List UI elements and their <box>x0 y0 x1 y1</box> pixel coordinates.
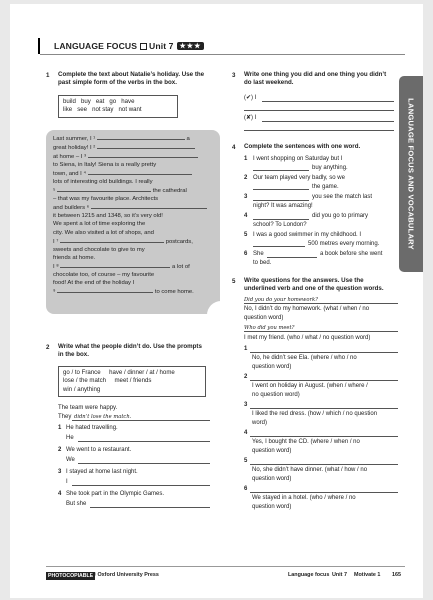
story-line: lots of interesting old buildings. I really <box>53 179 153 186</box>
ex4-answer-line[interactable] <box>253 200 309 201</box>
ex5-answer-line[interactable] <box>250 492 398 493</box>
story-line <box>53 134 223 143</box>
ex2-prompt-box <box>58 366 206 397</box>
ex5-item-answer: question word) <box>252 504 292 510</box>
ex4-number: 4 <box>232 144 236 151</box>
unit-square-icon <box>140 43 147 50</box>
ex4-item-text: I went shopping on Saturday but I <box>253 156 343 162</box>
story-line <box>53 262 223 271</box>
story-line: We spent a lot of time exploring the <box>53 221 146 228</box>
ex1-words-1: build buy eat go have <box>63 98 135 105</box>
story-line <box>53 169 223 178</box>
ex5-item-number: 1 <box>244 346 248 352</box>
ex1-word-box <box>58 95 178 118</box>
page-curl <box>207 301 221 315</box>
story-line <box>53 237 223 246</box>
photocopiable-badge: PHOTOCOPIABLE <box>48 573 94 579</box>
ex5-answer-line[interactable] <box>250 436 398 437</box>
footer-section: Language focus <box>288 572 330 578</box>
ex4-item-text: buy anything. <box>312 165 348 171</box>
story-line: sweets and chocolate to give to my <box>53 246 145 253</box>
ex4-item-text: the game. <box>312 184 339 190</box>
publisher-credit: © Oxford University Press <box>92 572 159 578</box>
story-line: to Siena, in Italy! Siena is a really pretty <box>53 162 157 169</box>
ex5-item-answer: word) <box>252 420 268 426</box>
page-header <box>10 34 423 60</box>
story-line <box>53 186 223 195</box>
blank-2[interactable] <box>97 143 195 149</box>
ex4-answer-line[interactable] <box>253 219 309 220</box>
ex5-instructions <box>244 277 384 294</box>
story-line: city. We also visited a lot of shops, and <box>53 229 154 236</box>
footer-rule <box>46 566 405 567</box>
story-segment: a lot of <box>172 263 190 270</box>
ex5-item-number: 4 <box>244 430 248 436</box>
story-line: friends at home. <box>53 254 96 261</box>
ex4-item-number: 1 <box>244 156 248 162</box>
ex4-item-number: 5 <box>244 232 248 238</box>
ex5-item-number: 5 <box>244 458 248 464</box>
ex2-item-text: He hated travelling. <box>66 425 118 431</box>
ex3-answer-line[interactable] <box>262 121 394 122</box>
story-segment: the cathedral <box>152 188 187 195</box>
ex5-item-answer: No, he didn’t see Ela. (where / who / no <box>252 355 357 361</box>
ex4-item-text: Our team played very badly, so we <box>253 175 345 181</box>
ex5-example-line <box>244 303 398 304</box>
ex4-answer-line[interactable] <box>253 170 309 171</box>
ex2-prompts-3: win / anything <box>63 385 101 393</box>
side-tab-label: LANGUAGE FOCUS AND VOCABULARY <box>406 98 416 250</box>
ex2-item-number: 3 <box>58 469 62 475</box>
ex4-item-text: a book before she went <box>320 251 383 257</box>
ex2-item-prefix: He <box>66 435 74 441</box>
ex4-item-number: 3 <box>244 194 248 200</box>
ex3-number: 3 <box>232 72 236 79</box>
ex2-instr-line1: Write what the people didn’t do. Use the prompts <box>58 343 202 350</box>
side-tab <box>399 76 423 272</box>
ex5-example-answer: No, I didn’t do my homework. (what / when / no <box>244 306 370 312</box>
ex4-answer-line[interactable] <box>253 246 305 247</box>
ex5-item-answer: question word) <box>252 364 292 370</box>
ex2-prompts-2: lose / the match meet / friends <box>63 377 152 385</box>
ex5-answer-line[interactable] <box>250 380 398 381</box>
story-line: food! At the end of the holiday I <box>53 279 135 286</box>
ex4-item-text: 500 metres every morning. <box>308 241 380 247</box>
ex3-cross-prefix: (✘) I <box>244 115 257 121</box>
ex5-item-number: 3 <box>244 402 248 408</box>
ex2-item-number: 2 <box>58 447 62 453</box>
ex3-instructions <box>244 71 386 88</box>
ex4-answer-line[interactable] <box>267 257 317 258</box>
ex5-answer-line[interactable] <box>250 464 398 465</box>
story-segment: postcards, <box>165 238 193 245</box>
ex2-item-text: I stayed at home last night. <box>66 469 138 475</box>
ex5-item-answer: I went on holiday in August. (when / where / <box>252 383 368 389</box>
ex5-item-answer: No, she didn’t have dinner. (what / how / no <box>252 467 368 473</box>
story-segment: and builders ⁶ <box>53 205 90 212</box>
ex4-item-text: to bed. <box>253 260 272 266</box>
ex3-instr-line1: Write one thing you did and one thing you didn’t <box>244 71 387 78</box>
ex5-item-number: 6 <box>244 486 248 492</box>
ex5-item-answer: Yes, I bought the CD. (where / when / no <box>252 439 360 445</box>
ex5-instr-line2: underlined verb and one of the question words. <box>244 285 384 293</box>
story-segment: to come home. <box>154 288 194 295</box>
ex5-item-answer: no question word) <box>252 392 300 398</box>
story-line <box>53 152 223 161</box>
footer-book: Motivate 1 <box>354 572 381 578</box>
ex1-instructions <box>58 71 204 88</box>
ex2-answer-line[interactable] <box>78 463 210 464</box>
header-rule <box>40 54 405 55</box>
ex2-item-prefix: I <box>66 479 68 485</box>
ex5-number: 5 <box>232 278 236 285</box>
blank-9[interactable] <box>57 287 153 293</box>
ex4-instructions: Complete the sentences with one word. <box>244 143 361 150</box>
blank-1[interactable] <box>97 134 185 140</box>
ex2-example-prefix: They <box>58 414 72 420</box>
ex5-example-question: Who did you meet? <box>244 325 295 331</box>
ex2-item-prefix: We <box>66 457 75 463</box>
ex5-answer-line[interactable] <box>250 352 398 353</box>
ex2-item-number: 1 <box>58 425 62 431</box>
story-line: – that was my favourite place. Architects <box>53 196 159 203</box>
story-segment: Last summer, I ¹ <box>53 136 96 142</box>
ex3-tick-prefix: (✔) I <box>244 95 257 101</box>
story-segment: at home – I ³ <box>53 154 87 161</box>
ex2-example-sentence: The team were happy. <box>58 405 118 411</box>
ex4-answer-line[interactable] <box>253 189 309 190</box>
blank-6[interactable] <box>91 203 207 209</box>
ex2-number: 2 <box>46 344 50 351</box>
ex5-answer-line[interactable] <box>250 408 398 409</box>
ex5-instr-line1: Write questions for the answers. Use the <box>244 277 364 284</box>
ex1-words-2: like see not stay not want <box>63 106 142 114</box>
story-text <box>53 134 223 296</box>
ex2-answer-line[interactable] <box>78 441 210 442</box>
difficulty-stars: ★★★ <box>177 42 205 50</box>
story-line <box>53 203 223 212</box>
ex2-answer-line[interactable] <box>90 507 210 508</box>
story-line: it between 1215 and 1348, so it’s very old! <box>53 213 163 220</box>
ex3-answer-line[interactable] <box>244 130 394 131</box>
ex5-item-answer: question word) <box>252 448 292 454</box>
ex2-prompts-1: go / to France have / dinner / at / home <box>63 369 175 376</box>
ex2-example-line <box>72 420 210 421</box>
blank-3[interactable] <box>88 152 198 158</box>
ex4-item-number: 4 <box>244 213 248 219</box>
ex2-instr-line2: in the box. <box>58 351 89 359</box>
section-title: LANGUAGE FOCUS <box>54 41 138 51</box>
footer-unit: Unit 7 <box>332 572 347 578</box>
blank-4[interactable] <box>88 169 192 175</box>
page-number: 165 <box>392 572 401 578</box>
ex4-item-number: 2 <box>244 175 248 181</box>
ex2-item-text: We went to a restaurant. <box>66 447 132 453</box>
story-segment: town, and I ⁴ <box>53 171 86 178</box>
unit-label: Unit 7 <box>149 41 174 51</box>
ex5-item-answer: question word) <box>252 476 292 482</box>
ex2-example-answer: didn’t lose the match. <box>74 414 132 420</box>
ex1-instr-line2: past simple form of the verbs in the box. <box>58 79 177 87</box>
ex3-instr-line2: do last weekend. <box>244 79 294 87</box>
ex5-example-line <box>244 331 398 332</box>
ex4-item-text: you see the match last <box>312 194 373 200</box>
blank-8[interactable] <box>60 262 170 268</box>
ex3-answer-line[interactable] <box>244 110 394 111</box>
ex2-item-text: She took part in the Olympic Games. <box>66 491 165 497</box>
ex4-item-text: She <box>253 251 264 257</box>
story-line <box>53 143 223 152</box>
story-segment: great holiday! I ² <box>53 145 96 152</box>
story-segment: ⁵ <box>53 188 56 195</box>
ex4-item-text: I was a good swimmer in my childhood. I <box>253 232 362 238</box>
page-title <box>54 41 204 51</box>
ex2-answer-line[interactable] <box>72 485 210 486</box>
ex4-item-text: school? To London? <box>253 222 307 228</box>
ex4-item-number: 6 <box>244 251 248 257</box>
ex4-item-text: night? It was amazing! <box>253 203 313 209</box>
story-segment: a <box>186 136 190 142</box>
ex5-example-answer: question word) <box>244 315 284 321</box>
header-marker <box>38 38 40 54</box>
story-line <box>53 287 223 296</box>
worksheet-page <box>10 4 423 598</box>
blank-7[interactable] <box>60 237 164 243</box>
ex2-item-number: 4 <box>58 491 62 497</box>
story-segment: ⁹ <box>53 288 56 295</box>
ex5-example-answer: I met my friend. (who / what / no question word) <box>244 335 371 341</box>
ex2-item-prefix: But she <box>66 501 87 507</box>
blank-5[interactable] <box>57 186 151 192</box>
ex5-example-question: Did you do your homework? <box>244 297 318 303</box>
ex1-instr-line1: Complete the text about Natalie’s holiday. Use the <box>58 71 205 78</box>
ex5-item-answer: We stayed in a hotel. (who / where / no <box>252 495 356 501</box>
ex5-item-answer: I liked the red dress. (how / which / no question <box>252 411 378 417</box>
story-segment: I ⁷ <box>53 238 59 245</box>
ex3-answer-line[interactable] <box>262 101 394 102</box>
story-line: chocolate too, of course – my favourite <box>53 271 155 278</box>
story-segment: I ⁸ <box>53 263 59 270</box>
ex5-item-number: 2 <box>244 374 248 380</box>
ex2-instructions <box>58 343 202 360</box>
ex4-item-text: did you go to primary <box>312 213 369 219</box>
ex1-number: 1 <box>46 72 50 79</box>
